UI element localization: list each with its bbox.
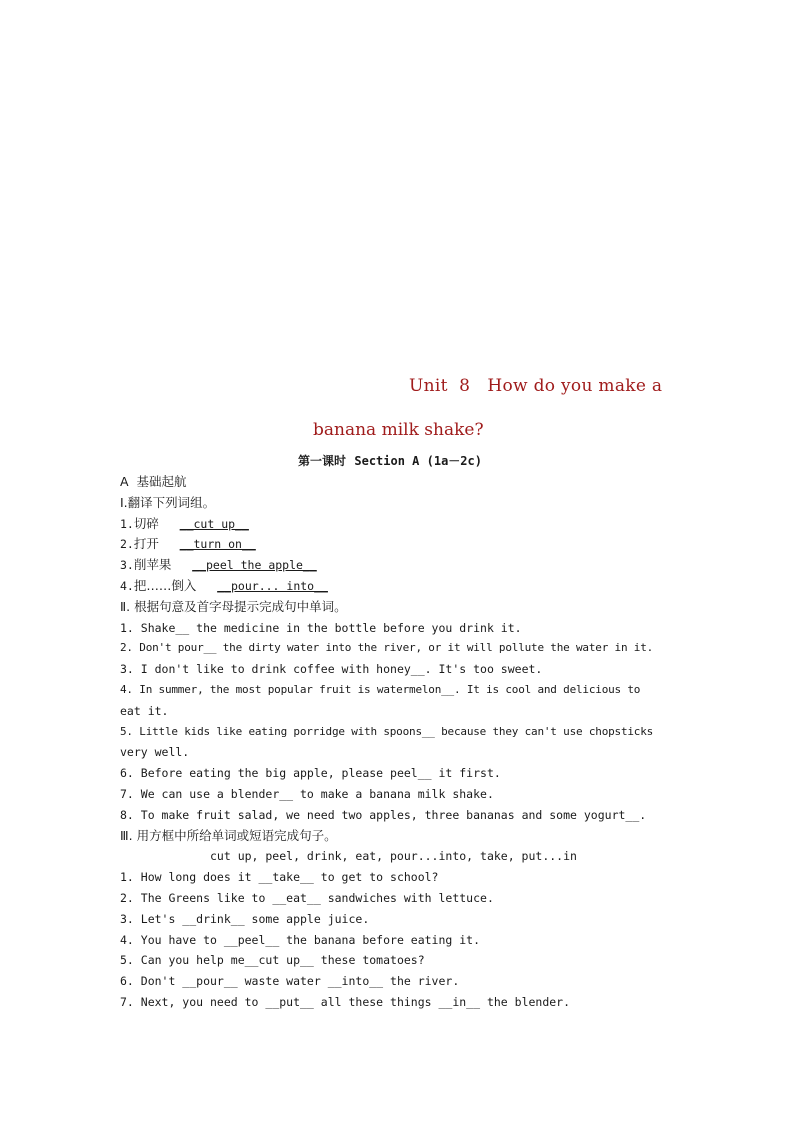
part2-line: 7. We can use a blender__ to make a banana milk shake. xyxy=(120,786,494,801)
part1-heading: Ⅰ.翻译下列词组。 xyxy=(120,494,216,510)
part2-heading: Ⅱ. 根据句意及首字母提示完成句中单词。 xyxy=(120,598,347,614)
item-number: 4. xyxy=(120,578,134,593)
part2-line: 1. Shake__ the medicine in the bottle before you drink it. xyxy=(120,620,522,635)
part3-line: 1. How long does it __take__ to get to school? xyxy=(120,870,439,885)
part3-line: 2. The Greens like to __eat__ sandwiches with lettuce. xyxy=(120,890,494,905)
item-answer: __pour... into__ xyxy=(217,578,328,593)
exercise-body xyxy=(120,472,680,1013)
part1-item xyxy=(120,576,680,597)
part2-line: eat it. xyxy=(120,703,169,718)
section-a-heading: A 基础起航 xyxy=(120,474,187,489)
word-box: cut up, peel, drink, eat, pour...into, take, put...in xyxy=(210,849,577,864)
item-chinese: 打开 xyxy=(133,536,159,552)
part3-line: 4. You have to __peel__ the banana before eating it. xyxy=(120,932,481,947)
part2-line: 5. Little kids like eating porridge with spoons__ because they can't use chopsticks xyxy=(120,724,654,738)
lesson-subtitle xyxy=(298,452,482,469)
part3-line: 3. Let's __drink__ some apple juice. xyxy=(120,911,370,926)
document-title-line1: Unit 8 How do you make a xyxy=(409,376,663,396)
item-answer: __peel the apple__ xyxy=(192,558,317,573)
document-title-line2: banana milk shake? xyxy=(313,420,484,440)
item-chinese: 削苹果 xyxy=(133,557,172,573)
item-number: 1. xyxy=(120,516,134,531)
item-number: 3. xyxy=(120,558,134,573)
part3-line: 6. Don't __pour__ waste water __into__ the river. xyxy=(120,974,460,989)
part3-line: 5. Can you help me__cut up__ these tomatoes? xyxy=(120,953,425,968)
lesson-label: 第一课时 xyxy=(298,454,347,468)
part2-line: 3. I don't like to drink coffee with honey__. It's too sweet. xyxy=(120,662,543,677)
part2-line: very well. xyxy=(120,745,190,760)
part1-item xyxy=(120,555,680,576)
item-chinese: 切碎 xyxy=(133,515,159,531)
part2-line: 4. In summer, the most popular fruit is watermelon__. It is cool and delicious to xyxy=(120,682,641,696)
part2-line: 8. To make fruit salad, we need two apples, three bananas and some yogurt__. xyxy=(120,807,647,822)
part3-heading: Ⅲ. 用方框中所给单词或短语完成句子。 xyxy=(120,827,337,843)
part2-line: 2. Don't pour__ the dirty water into the river, or it will pollute the water in it. xyxy=(120,641,654,655)
section-label: Section A (1a－2c) xyxy=(354,454,482,468)
part1-item xyxy=(120,514,680,535)
part3-line: 7. Next, you need to __put__ all these things __in__ the blender. xyxy=(120,994,571,1009)
item-chinese: 把……倒入 xyxy=(133,577,197,593)
part1-item xyxy=(120,534,680,555)
item-answer: __turn on__ xyxy=(179,537,256,552)
part2-line: 6. Before eating the big apple, please peel__ it first. xyxy=(120,766,501,781)
item-number: 2. xyxy=(120,537,134,552)
item-answer: __cut up__ xyxy=(179,516,249,531)
